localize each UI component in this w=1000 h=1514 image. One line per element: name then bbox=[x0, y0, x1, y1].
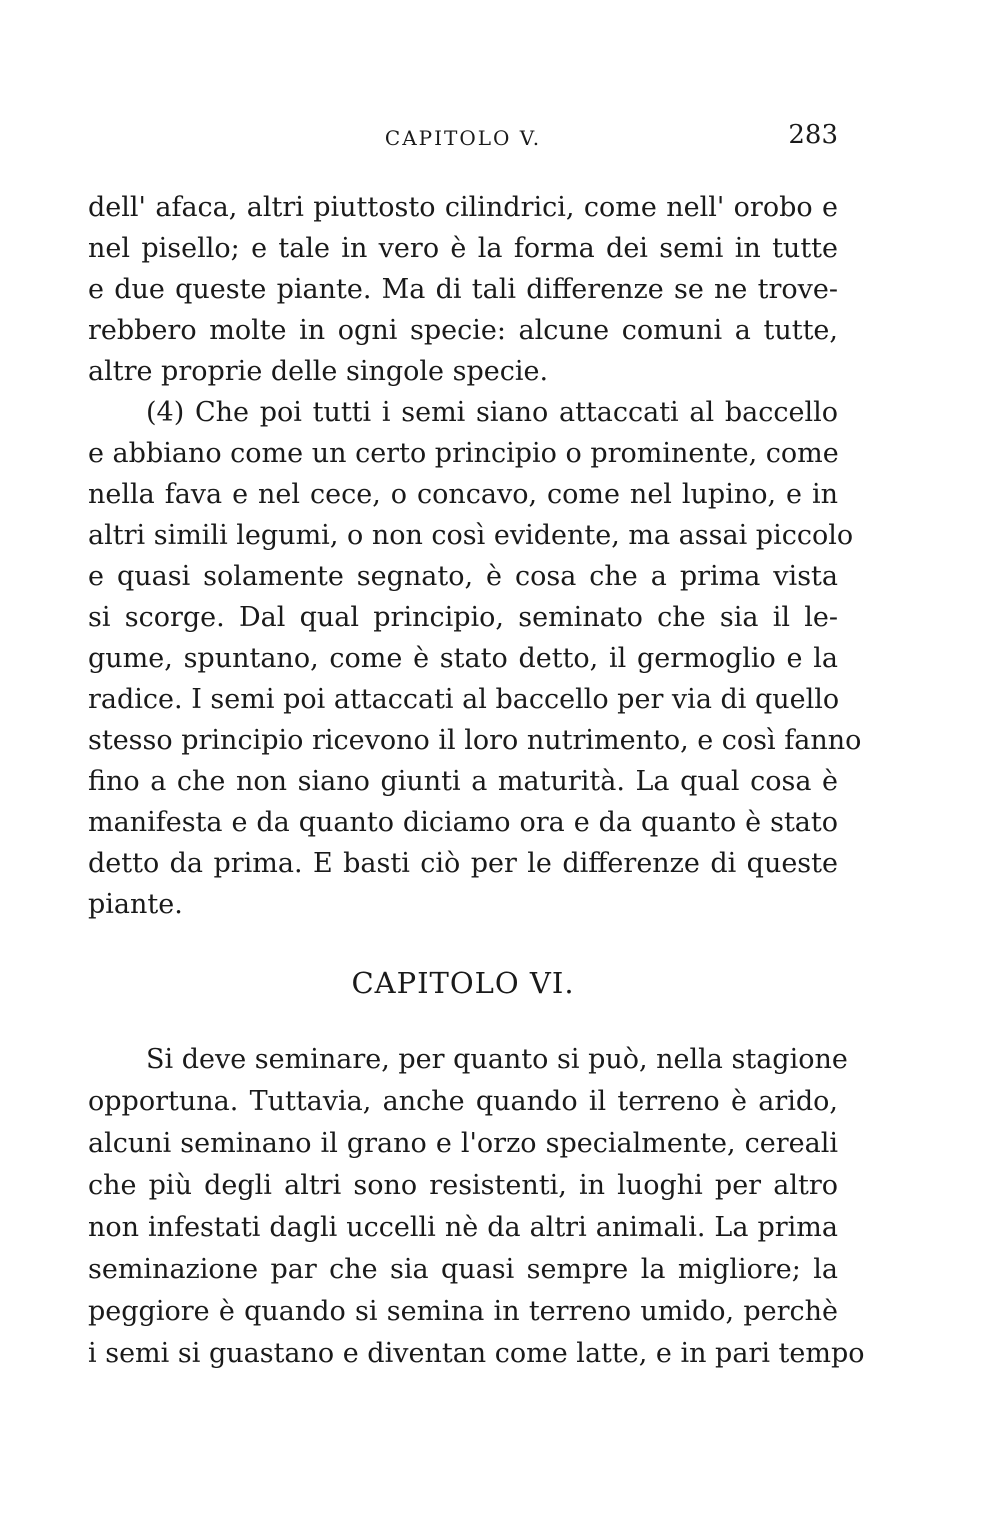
text-line: i semi si guastano e diventan come latte, e in pari tempo bbox=[88, 1338, 865, 1369]
text-line: si scorge. Dal qual principio, seminato che sia il le- bbox=[88, 602, 838, 633]
text-line: detto da prima. E basti ciò per le differenze di queste bbox=[88, 848, 838, 879]
text-line: dell' afaca, altri piuttosto cilindrici, come nell' orobo e bbox=[88, 192, 838, 223]
text-line: e abbiano come un certo principio o prominente, come bbox=[88, 438, 839, 469]
page-number: 283 bbox=[788, 120, 838, 150]
text-line: altri simili legumi, o non così evidente, ma assai piccolo bbox=[88, 520, 854, 551]
text-line: peggiore è quando si semina in terreno umido, perchè bbox=[88, 1296, 838, 1327]
text-line: e due queste piante. Ma di tali differenze se ne trove- bbox=[88, 274, 838, 305]
text-line: altre proprie delle singole specie. bbox=[88, 356, 549, 387]
text-line: fino a che non siano giunti a maturità. La qual cosa è bbox=[88, 766, 838, 797]
running-title: CAPITOLO V. bbox=[384, 126, 542, 150]
running-head bbox=[88, 120, 838, 154]
text-line: manifesta e da quanto diciamo ora e da quanto è stato bbox=[88, 807, 838, 838]
text-line: non infestati dagli uccelli nè da altri animali. La prima bbox=[88, 1212, 838, 1243]
text-line: gume, spuntano, come è stato detto, il germoglio e la bbox=[88, 643, 838, 674]
text-line: e quasi solamente segnato, è cosa che a prima vista bbox=[88, 561, 838, 592]
text-line: (4) Che poi tutti i semi siano attaccati al baccello bbox=[146, 397, 838, 428]
text-line: rebbero molte in ogni specie: alcune comuni a tutte, bbox=[88, 315, 838, 346]
text-line: opportuna. Tuttavia, anche quando il terreno è arido, bbox=[88, 1086, 838, 1117]
text-line: seminazione par che sia quasi sempre la migliore; la bbox=[88, 1254, 838, 1285]
chapter-heading: CAPITOLO VI. bbox=[351, 966, 575, 1000]
text-line: nel pisello; e tale in vero è la forma dei semi in tutte bbox=[88, 233, 838, 264]
text-line: alcuni seminano il grano e l'orzo specialmente, cereali bbox=[88, 1128, 838, 1159]
text-line: stesso principio ricevono il loro nutrimento, e così fanno bbox=[88, 725, 862, 756]
text-line: radice. I semi poi attaccati al baccello per via di quello bbox=[88, 684, 840, 715]
text-line: piante. bbox=[88, 889, 183, 920]
text-line: Si deve seminare, per quanto si può, nella stagione bbox=[146, 1044, 848, 1075]
text-line: nella fava e nel cece, o concavo, come nel lupino, e in bbox=[88, 479, 838, 510]
text-line: che più degli altri sono resistenti, in luoghi per altro bbox=[88, 1170, 838, 1201]
